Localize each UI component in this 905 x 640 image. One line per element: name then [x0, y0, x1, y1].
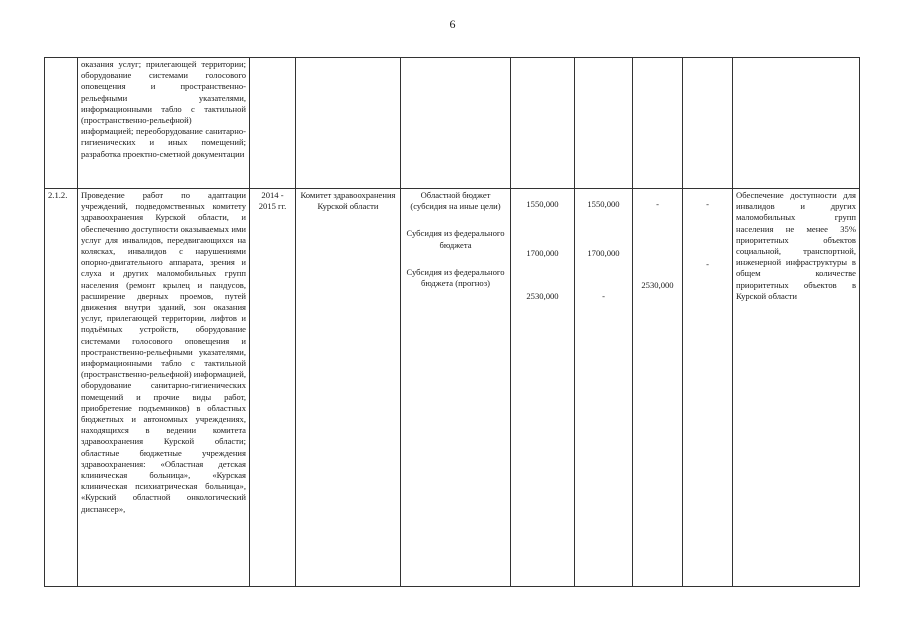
cell-total	[511, 58, 575, 189]
total-2: 1700,000	[526, 248, 559, 259]
cell-number	[45, 58, 78, 189]
cell-period	[250, 58, 296, 189]
cell-executor	[296, 58, 401, 189]
y2014-1: 1550,000	[587, 199, 620, 209]
cell-item-2015	[633, 189, 683, 587]
y2015-1: -	[656, 199, 659, 209]
y2015-3: 2530,000	[641, 280, 674, 291]
y2014-2: 1700,000	[587, 248, 620, 259]
y2016-2: -	[706, 259, 709, 270]
cell-item-2016	[683, 189, 733, 587]
cell-item-total	[511, 189, 575, 587]
cell-2014	[575, 58, 633, 189]
cell-item-result: Обеспечение доступности для инвалидов и других маломобильных групп населения не менее 35% приоритетных объектов социальной, транспортной, инженерной инфраструктуры в общем количестве приоритетных объектов в Курской области	[733, 189, 860, 587]
cell-item-sources	[401, 189, 511, 587]
table-row-continuation	[45, 58, 860, 189]
cell-2016	[683, 58, 733, 189]
program-table	[44, 57, 860, 587]
cell-item-number: 2.1.2.	[45, 189, 78, 587]
cell-item-executor: Комитет здравоохранения Курской области	[296, 189, 401, 587]
total-3: 2530,000	[526, 291, 559, 302]
cell-result	[733, 58, 860, 189]
cell-item-description: Проведение работ по адаптации учреждений, подведомственных комитету здравоохранения Курской области, и обеспечению доступности оказываемых ими услуг для инвалидов, передвигающихся на колясках, инвалидов с нарушениями опорно-двигательного аппарата, зрения и слуха и других маломобильных групп населения (ремонт крылец и пандусов, расширение дверных проемов, путей движения внутри зданий, зон оказания услуг, прилегающей территории, лифтов и подъёмных устройств, оборудование системами голосового оповещения и пространственно-рельефными указателями, информационными табло с тактильной (пространственно-рельефной) информацией, оборудование санитарно-гигиенических помещений и прочие виды работ, приобретение подъемников) в областных бюджетных и автономных учреждениях, находящихся в ведении комитета здравоохранения Курской области; областные бюджетные учреждения здравоохранения: «Областная детская клиническая больница», «Курская клиническая психиатрическая больница», «Курский областной онкологический диспансер»,	[78, 189, 250, 587]
total-1: 1550,000	[526, 199, 559, 209]
page-number: 6	[449, 17, 456, 31]
cell-item-2014	[575, 189, 633, 587]
table-row-2-1-2	[45, 189, 860, 587]
cell-2015	[633, 58, 683, 189]
y2016-1: -	[706, 199, 709, 209]
y2014-3: -	[602, 291, 605, 302]
source-label-1: Областной бюджет (субсидия на иные цели)	[410, 190, 501, 212]
source-label-3: Субсидия из федерального бюджета (прогноз)	[406, 266, 505, 289]
cell-item-period: 2014 - 2015 гг.	[250, 189, 296, 587]
source-label-2: Субсидия из федерального бюджета	[406, 228, 505, 250]
cell-source	[401, 58, 511, 189]
cell-description-continued: оказания услуг; прилегающей территории; оборудование системами голосового оповещения и пространственно-рельефными указателями, информационными табло с тактильной (пространственно-рельефной) информацией; переоборудование санитарно-гигиенических и иных помещений; разработка проектно-сметной документации	[78, 58, 250, 189]
